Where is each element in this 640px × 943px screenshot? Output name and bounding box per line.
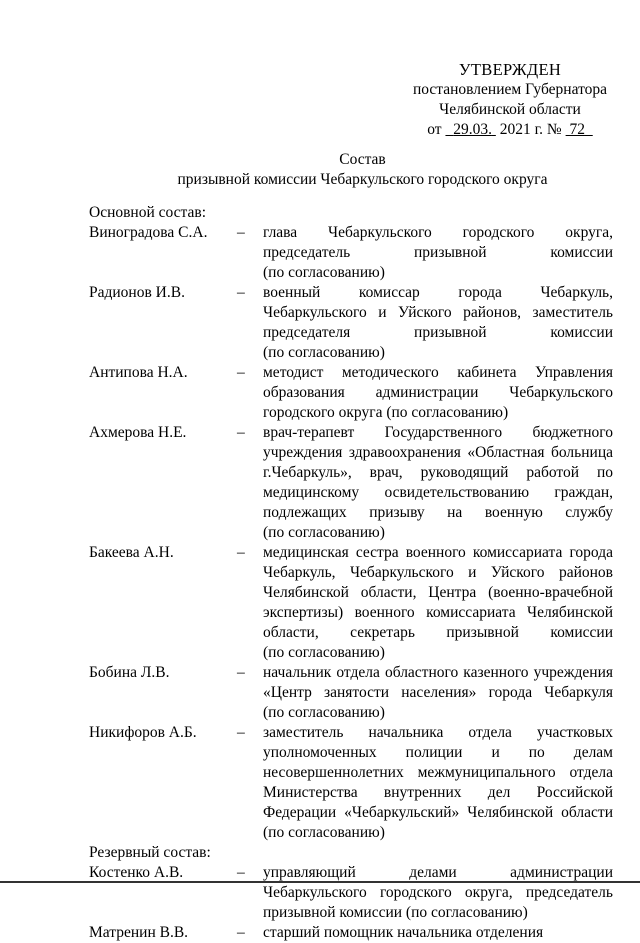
date-prefix: от (427, 121, 442, 138)
position-line: образования администрации Чебаркульского (263, 384, 613, 401)
position-line: экспертизы) военного комиссариата Челябинской (263, 604, 613, 621)
position-line: председатель призывной комиссии (263, 244, 613, 261)
position-line: председателя призывной комиссии (263, 324, 613, 341)
bottom-divider (0, 881, 640, 883)
approval-block (405, 60, 615, 140)
position-line: области, секретарь призывной комиссии (263, 624, 613, 641)
member-name: Бобина Л.В. (89, 664, 170, 681)
document-title (90, 150, 635, 190)
member-position (263, 723, 613, 843)
member-name: Матренин В.В. (89, 924, 189, 941)
member-name: Никифоров А.Б. (89, 724, 197, 741)
position-line: учреждения здравоохранения «Областная больница (263, 444, 613, 461)
position-line: «Центр занятости населения» города Чебаркуля (263, 684, 613, 701)
main-section-label: Основной состав: (89, 204, 207, 221)
member-position (263, 923, 613, 943)
member-row (89, 543, 613, 663)
member-row (89, 363, 613, 423)
position-line: Министерства внутренних дел Российской (263, 784, 613, 801)
position-line: Чебаркульского городского округа, председатель (263, 884, 613, 901)
member-position (263, 543, 613, 663)
position-line: управляющий делами администрации (263, 864, 613, 881)
position-line: врач-терапевт Государственного бюджетного (263, 424, 613, 441)
position-line: Чебаркуль, Чебаркульского и Уйского районов (263, 564, 613, 581)
approval-date (445, 121, 495, 138)
position-line: Федерации «Чебаркульский» Челябинской области (263, 804, 613, 821)
position-line: (по согласованию) (263, 524, 385, 541)
approval-number (566, 121, 593, 138)
position-line: медицинскому освидетельствованию граждан, (263, 484, 613, 501)
member-position (263, 423, 613, 543)
position-line: медицинская сестра военного комиссариата города (263, 544, 613, 561)
position-line: несовершеннолетних межмуниципального отдела (263, 764, 613, 781)
member-row (89, 663, 613, 723)
member-name: Костенко А.В. (89, 864, 184, 881)
member-name: Радионов И.В. (89, 284, 185, 301)
main-members (89, 223, 613, 843)
dash-separator: – (237, 724, 245, 741)
member-row (89, 283, 613, 363)
member-position (263, 863, 613, 923)
member-row (89, 423, 613, 543)
approval-date-line (405, 120, 615, 140)
position-line: военный комиссар города Чебаркуль, (263, 284, 613, 301)
dash-separator: – (237, 544, 245, 561)
dash-separator: – (237, 424, 245, 441)
position-line: (по согласованию) (263, 264, 385, 281)
commission-list (89, 203, 613, 943)
position-line: уполномоченных полиции и по делам (263, 744, 613, 761)
member-position (263, 363, 613, 423)
approval-year: 2021 г. № (499, 121, 562, 138)
position-line: глава Чебаркульского городского округа, (263, 224, 613, 241)
member-position (263, 663, 613, 723)
position-line: (по согласованию) (263, 704, 385, 721)
position-line: призывной комиссии (по согласованию) (263, 904, 528, 921)
position-line: (по согласованию) (263, 644, 385, 661)
position-line: подлежащих призыву на военную службу (263, 504, 613, 521)
position-line: (по согласованию) (263, 824, 385, 841)
number-value: 72 (569, 121, 585, 138)
title-line-2: призывной комиссии Чебаркульского городского округа (177, 171, 548, 188)
member-position (263, 283, 613, 363)
approval-line-2: Челябинской области (439, 101, 581, 118)
position-line: Чебаркульского и Уйского районов, заместитель (263, 304, 613, 321)
date-value: 29.03. (453, 121, 492, 138)
member-name: Бакеева А.Н. (89, 544, 174, 561)
title-line-1: Состав (339, 151, 386, 168)
member-name: Ахмерова Н.Е. (89, 424, 187, 441)
position-line: начальник отдела областного казенного учреждения (263, 664, 613, 681)
position-line: городского округа (по согласованию) (263, 404, 509, 421)
position-line: заместитель начальника отдела участковых (263, 724, 613, 741)
position-line: старший помощник начальника отделения (263, 924, 544, 941)
dash-separator: – (237, 864, 245, 881)
member-row (89, 863, 613, 923)
dash-separator: – (237, 284, 245, 301)
approval-title: УТВЕРЖДЕН (458, 60, 562, 79)
reserve-members (89, 863, 613, 943)
member-name: Виноградова С.А. (89, 224, 208, 241)
position-line: г.Чебаркуль», врач, руководящий работой по (263, 464, 613, 481)
position-line: Челябинской области, Центра (военно-врачебной (263, 584, 613, 601)
dash-separator: – (237, 924, 245, 941)
dash-separator: – (237, 664, 245, 681)
approval-line-1: постановлением Губернатора (412, 81, 608, 98)
dash-separator: – (237, 224, 245, 241)
member-row (89, 923, 613, 943)
member-row (89, 723, 613, 843)
dash-separator: – (237, 364, 245, 381)
position-line: (по согласованию) (263, 344, 385, 361)
reserve-section-label: Резервный состав: (89, 844, 211, 861)
position-line: методист методического кабинета Управления (263, 364, 613, 381)
member-row (89, 223, 613, 283)
member-position (263, 223, 613, 283)
member-name: Антипова Н.А. (89, 364, 188, 381)
